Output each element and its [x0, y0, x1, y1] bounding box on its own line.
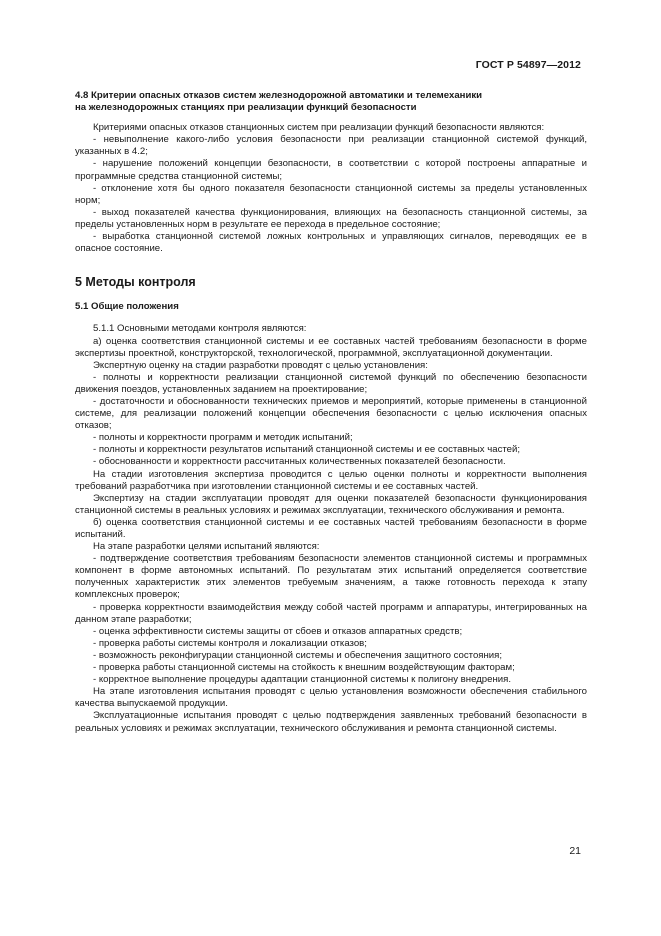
- paragraph: б) оценка соответствия станционной системы и ее составных частей требованиям безопасности в форме испытаний.: [75, 516, 587, 540]
- list-item: - проверка работы системы контроля и локализации отказов;: [93, 637, 367, 649]
- list-item: - выработка станционной системой ложных контрольных и управляющих сигналов, переводящих ее в опасное состояние.: [75, 231, 587, 255]
- document-id-header: ГОСТ Р 54897—2012: [475, 59, 581, 71]
- paragraph: На этапе разработки целями испытаний являются:: [93, 541, 320, 553]
- list-item: - подтверждение соответствия требованиям безопасности элементов станционной системы и программных компонент в форме автономных испытаний. По результатам этих испытаний определяется соответствие полученных характеристик этих элементов требуемым значениям, а также готовность перехода к этапу комплексных проверок;: [75, 553, 587, 601]
- list-item: - корректное выполнение процедуры адаптации станционной системы к полигону внедрения.: [93, 674, 511, 686]
- list-item: - полноты и корректности результатов испытаний станционной системы и ее составных частей;: [93, 444, 521, 456]
- list-item: - возможность реконфигурации станционной системы и обеспечения защитного состояния;: [93, 649, 503, 661]
- list-item: - полноты и корректности программ и методик испытаний;: [93, 432, 353, 444]
- document-body: [75, 90, 587, 735]
- paragraph: 5.1.1 Основными методами контроля являются:: [93, 323, 307, 335]
- paragraph: Критериями опасных отказов станционных систем при реализации функций безопасности являются:: [93, 122, 545, 134]
- list-item: - нарушение положений концепции безопасности, в соответствии с которой построены аппаратные и программные средства станционной системы;: [75, 158, 587, 182]
- subsection-5-1-heading: 5.1 Общие положения: [75, 301, 179, 313]
- paragraph: На стадии изготовления экспертиза проводится с целью оценки полноты и корректности выполнения требований разработчика при изготовлении станционной системы и ее составных частей.: [75, 468, 587, 492]
- paragraph: Экспертную оценку на стадии разработки проводят с целью установления:: [93, 359, 428, 371]
- section-heading-line: 4.8 Критерии опасных отказов систем железнодорожной автоматики и телемеханики: [75, 90, 483, 101]
- paragraph: На этапе изготовления испытания проводят с целью установления возможности обеспечения стабильного качества выпускаемой продукции.: [75, 686, 587, 710]
- paragraph: а) оценка соответствия станционной системы и ее составных частей требованиям безопасности в форме экспертизы проектной, конструкторской, технологической, программной, эксплуатационной документации.: [75, 335, 587, 359]
- section-heading-line: на железнодорожных станциях при реализации функций безопасности: [75, 102, 417, 114]
- list-item: - выход показателей качества функционирования, влияющих на безопасность станционной системы, за пределы установленных норм в результате ее перехода в предельное состояние;: [75, 206, 587, 230]
- list-item: - невыполнение какого-либо условия безопасности при реализации станционной системой функций, указанных в 4.2;: [75, 134, 587, 158]
- section-5-heading: 5 Методы контроля: [75, 275, 196, 290]
- list-item: - достаточности и обоснованности технических приемов и мероприятий, которые применены в станционной системе, для реализации положений концепции обеспечения безопасности с целью исключения опасных отказов;: [75, 395, 587, 432]
- list-item: - обоснованности и корректности рассчитанных количественных показателей безопасности.: [93, 456, 506, 468]
- page-number: 21: [569, 845, 581, 857]
- list-item: - оценка эффективности системы защиты от сбоев и отказов аппаратных средств;: [93, 625, 463, 637]
- list-item: - проверка работы станционной системы на стойкость к внешним воздействующим факторам;: [93, 662, 515, 674]
- paragraph: Экспертизу на стадии эксплуатации проводят для оценки показателей безопасности функционирования станционной системы в реальных условиях и режимах эксплуатации, технического обслуживания и ремонта.: [75, 492, 587, 516]
- section-4-8-heading: [75, 90, 587, 114]
- list-item: - полноты и корректности реализации станционной системой функций по обеспечению безопасности движения поездов, установленных заданием на проектирование;: [75, 371, 587, 395]
- list-item: - проверка корректности взаимодействия между собой частей программ и аппаратуры, интегрированных на данном этапе разработки;: [75, 601, 587, 625]
- list-item: - отклонение хотя бы одного показателя безопасности станционной системы за пределы установленных норм;: [75, 182, 587, 206]
- paragraph: Эксплуатационные испытания проводят с целью подтверждения заявленных требований безопасности в реальных условиях и режимах эксплуатации, технического обслуживания и ремонта станционной системы.: [75, 710, 587, 734]
